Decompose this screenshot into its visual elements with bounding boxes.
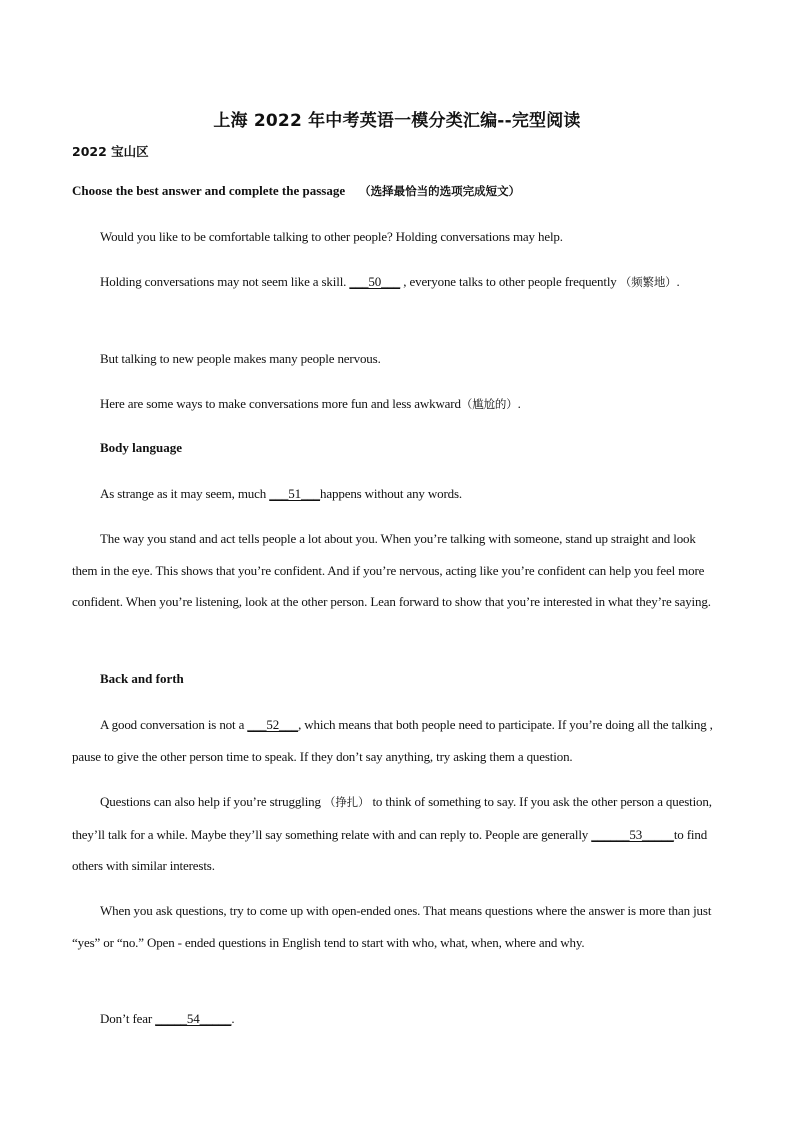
- paragraph-6: The way you stand and act tells people a lot about you. When you’re talking with someone, stand up straight and look them in the eye. This shows that you’re confident. And if you’re nervous, acting like you’re confident can help you feel more confident. When you’re listening, look at the other person. Lean forward to show that you’re interested in what they’re saying.: [72, 531, 711, 609]
- blank-53: ______53_____: [591, 826, 674, 842]
- blank-51: ___51___: [269, 486, 321, 501]
- paragraph-5: [72, 478, 720, 510]
- paragraph-4-end: .: [517, 396, 521, 411]
- paragraph-7-text-after: , which means that both people need to participate. If you’re doing all the talking , pause to give the other person time to speak. If they don’t say anything, try asking them a question.: [72, 717, 713, 764]
- gloss-awkward: （尴尬的）: [460, 397, 518, 411]
- paragraph-9: When you ask questions, try to come up with open-ended ones. That means questions where the answer is more than just “yes” or “no.” Open - ended questions in English tend to start with who, what, when, where and why.: [72, 903, 712, 950]
- instruction: [72, 183, 520, 199]
- document-title: 上海 2022 年中考英语一模分类汇编--完型阅读: [213, 111, 581, 131]
- paragraph-2-end: .: [676, 274, 680, 289]
- paragraph-1: Would you like to be comfortable talking to other people? Holding conversations may help.: [100, 229, 563, 244]
- blank-50: ___50___: [349, 274, 401, 289]
- paragraph-8-end: to find others with similar interests.: [72, 826, 708, 873]
- paragraph-7-text-before: A good conversation is not a: [100, 717, 248, 732]
- paragraph-10: [72, 1003, 720, 1035]
- section-heading-back-and-forth: Back and forth: [100, 671, 184, 686]
- paragraph-8: [72, 786, 720, 882]
- paragraph-8-text-after: to think of something to say. If you ask the other person a question, they’ll talk for a while. Maybe they’ll say something relate with and can reply to. People are generally: [72, 794, 712, 842]
- paragraph-3: But talking to new people makes many people nervous.: [100, 351, 381, 366]
- paragraph-8-text-before: Questions can also help if you’re struggling: [100, 794, 324, 809]
- paragraph-2-text-before: Holding conversations may not seem like a skill.: [100, 274, 350, 289]
- blank-54: _____54_____: [155, 1011, 232, 1026]
- paragraph-5-text-after: happens without any words.: [320, 486, 463, 501]
- paragraph-7: [72, 709, 720, 772]
- paragraph-2-text-after: , everyone talks to other people frequently: [400, 274, 620, 289]
- paragraph-5-text-before: As strange as it may seem, much: [100, 486, 270, 501]
- paragraph-4: [72, 388, 720, 421]
- instruction-english: Choose the best answer and complete the passage: [72, 183, 346, 198]
- district-label: 2022 宝山区: [72, 144, 149, 159]
- paragraph-10-end: .: [231, 1011, 235, 1026]
- paragraph-4-text: Here are some ways to make conversations more fun and less awkward: [100, 396, 461, 411]
- section-heading-body-language: Body language: [100, 440, 182, 455]
- instruction-chinese: （选择最恰当的选项完成短文）: [359, 184, 521, 198]
- blank-52: ___52___: [247, 717, 299, 732]
- gloss-frequently: （频繁地）: [619, 275, 677, 289]
- paragraph-10-text: Don’t fear: [100, 1011, 156, 1026]
- paragraph-2: [72, 266, 720, 299]
- gloss-struggling: （挣扎）: [323, 795, 370, 809]
